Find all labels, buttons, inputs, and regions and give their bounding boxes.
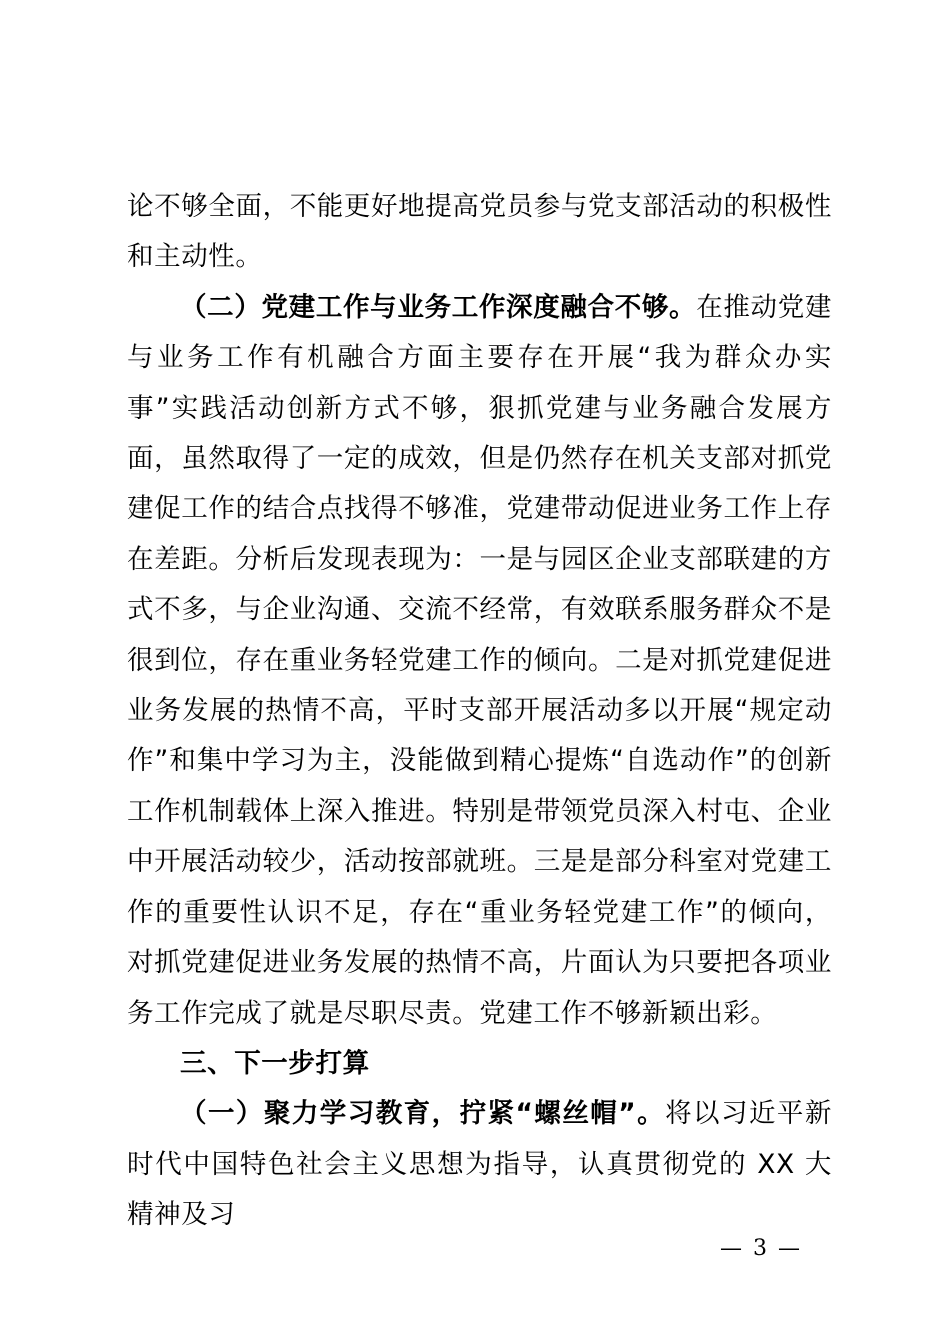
document-body [127, 182, 832, 1241]
paragraph-heading: （二）党建工作与业务工作深度融合不够。 [180, 291, 697, 323]
paragraph-learning-education [127, 1089, 832, 1240]
paragraph-text: 论不够全面，不能更好地提高党员参与党支部活动的积极性和主动性。 [127, 191, 832, 273]
paragraph-text: 在推动党建与业务工作有机融合方面主要存在开展“我为群众办实事”实践活动创新方式不够，狠抓党建与业务融合发展方面，虽然取得了一定的成效，但是仍然存在机关支部对抓党建促工作的结合点找得不够准，党建带动促进业务工作上存在差距。分析后发现表现为：一是与园区企业支部联建的方式不多，与企业沟通、交流不经常，有效联系服务群众不是很到位，存在重业务轻党建工作的倾向。二是对抓党建促进业务发展的热情不高，平时支部开展活动多以开展“规定动作”和集中学习为主，没能做到精心提炼“自选动作”的创新工作机制载体上深入推进。特别是带领党员深入村屯、企业中开展活动较少，活动按部就班。三是是部分科室对党建工作的重要性认识不足，存在“重业务轻党建工作”的倾向，对抓党建促进业务发展的热情不高，片面认为只要把各项业务工作完成了就是尽职尽责。党建工作不够新颖出彩。 [127, 291, 832, 1029]
paragraph-continuation [127, 182, 832, 283]
paragraph-party-building-integration [127, 283, 832, 1039]
paragraph-text: 将以习近平新时代中国特色社会主义思想为指导，认真贯彻党的 XX 大精神及习 [127, 1098, 832, 1231]
paragraph-heading: （一）聚力学习教育，拧紧“螺丝帽”。 [180, 1098, 666, 1130]
page-number: — 3 — [720, 1236, 802, 1261]
section-heading-next-steps: 三、下一步打算 [180, 1047, 370, 1079]
